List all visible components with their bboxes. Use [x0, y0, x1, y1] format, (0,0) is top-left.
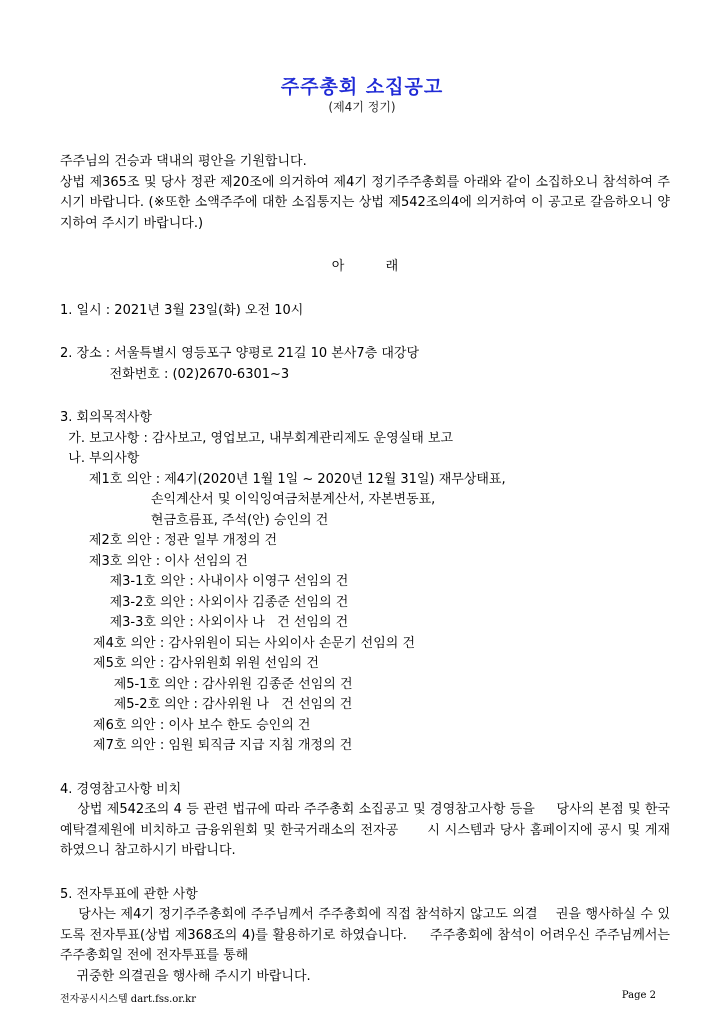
agenda-line: 제4호 의안 : 감사위원이 되는 사외이사 손문기 선임의 건 — [60, 635, 416, 651]
agenda-line: 제3-2호 의안 : 사외이사 김종준 선임의 건 — [60, 594, 349, 610]
meeting-place: 2. 장소 : 서울특별시 영등포구 양평로 21길 10 본사7층 대강당 — [60, 346, 420, 361]
agenda-line: 손익계산서 및 이익잉여금처분계산서, 자본변동표, — [60, 492, 436, 507]
greeting-line: 주주님의 건승과 댁내의 평안을 기원합니다. — [60, 154, 307, 169]
reference-heading: 4. 경영참고사항 비치 — [60, 781, 182, 797]
document-title: 주주총회 소집공고 — [280, 76, 444, 98]
meeting-date: 1. 일시 : 2021년 3월 23일(화) 오전 10시 — [60, 302, 304, 318]
agenda-line: 제7호 의안 : 임원 퇴직금 지급 지침 개정의 건 — [60, 738, 353, 753]
document-subtitle: (제4기 정기) — [328, 100, 396, 114]
agenda-line: 제3-1호 의안 : 사내이사 이영구 선임의 건 — [60, 574, 349, 589]
agenda-line: 제3호 의안 : 이사 선임의 건 — [60, 553, 248, 569]
notice-heading: 아 래 — [331, 259, 399, 274]
meeting-phone: 전화번호 : (02)2670-6301~3 — [60, 366, 290, 382]
intro-paragraph: 상법 제365조 및 당사 정관 제20조에 의거하여 제4기 정기주주총회를 아래와 같이 소집하오니 참석하여 주시기 바랍니다. (※또한 소액주주에 대한 소집통지는 상법 제542조의4에 의거하여 이 공고로 갈음하오니 양지하여 주시기 바랍니다.) — [60, 174, 670, 231]
evote-heading: 5. 전자투표에 관한 사항 — [60, 886, 198, 902]
document-body — [60, 152, 675, 987]
evote-paragraph: 당사는 제4기 정기주주총회에 주주님께서 주주총회에 직접 참석하지 않고도 의결 권을 행사하실 수 있도록 전자투표(상법 제368조의 4)를 활용하기로 하였습니다. 주주총회에 참석이 어려우신 주주님께서는 주주총회일 전에 전자투표를 통해 — [60, 907, 675, 963]
agenda-line: 제5-2호 의안 : 감사위원 나 건 선임의 건 — [60, 697, 353, 712]
footer-page-number: Page 2 — [621, 990, 656, 1001]
agenda-line: 제5호 의안 : 감사위원회 위원 선임의 건 — [60, 656, 319, 671]
agenda-list — [60, 470, 670, 757]
agenda-line: 제3-3호 의안 : 사외이사 나 건 선임의 건 — [60, 615, 349, 630]
agenda-line: 현금흐름표, 주석(안) 승인의 건 — [60, 512, 329, 528]
resolution-heading: 나. 부의사항 — [60, 451, 140, 466]
evote-closing: 귀중한 의결권을 행사해 주시기 바랍니다. — [60, 968, 311, 984]
agenda-heading: 3. 회의목적사항 — [60, 410, 152, 425]
agenda-line: 제2호 의안 : 정관 일부 개정의 건 — [60, 533, 278, 548]
report-items: 가. 보고사항 : 감사보고, 영업보고, 내부회계관리제도 운영실태 보고 — [60, 430, 454, 446]
agenda-line: 제6호 의안 : 이사 보수 한도 승인의 건 — [60, 717, 311, 733]
agenda-line: 제1호 의안 : 제4기(2020년 1월 1일 ~ 2020년 12월 31일) 재무상태표, — [60, 471, 506, 487]
reference-paragraph: 상법 제542조의 4 등 관련 법규에 따라 주주총회 소집공고 및 경영참고사항 등을 당사의 본점 및 한국예탁결제원에 비치하고 금융위원회 및 한국거래소의 전자공 시 시스템과 당사 홈페이지에 공시 및 게재하였으니 참고하시기 바랍니다. — [60, 802, 670, 858]
agenda-line: 제5-1호 의안 : 감사위원 김종준 선임의 건 — [60, 676, 353, 692]
footer-source: 전자공시시스템 dart.fss.or.kr — [60, 994, 197, 1005]
